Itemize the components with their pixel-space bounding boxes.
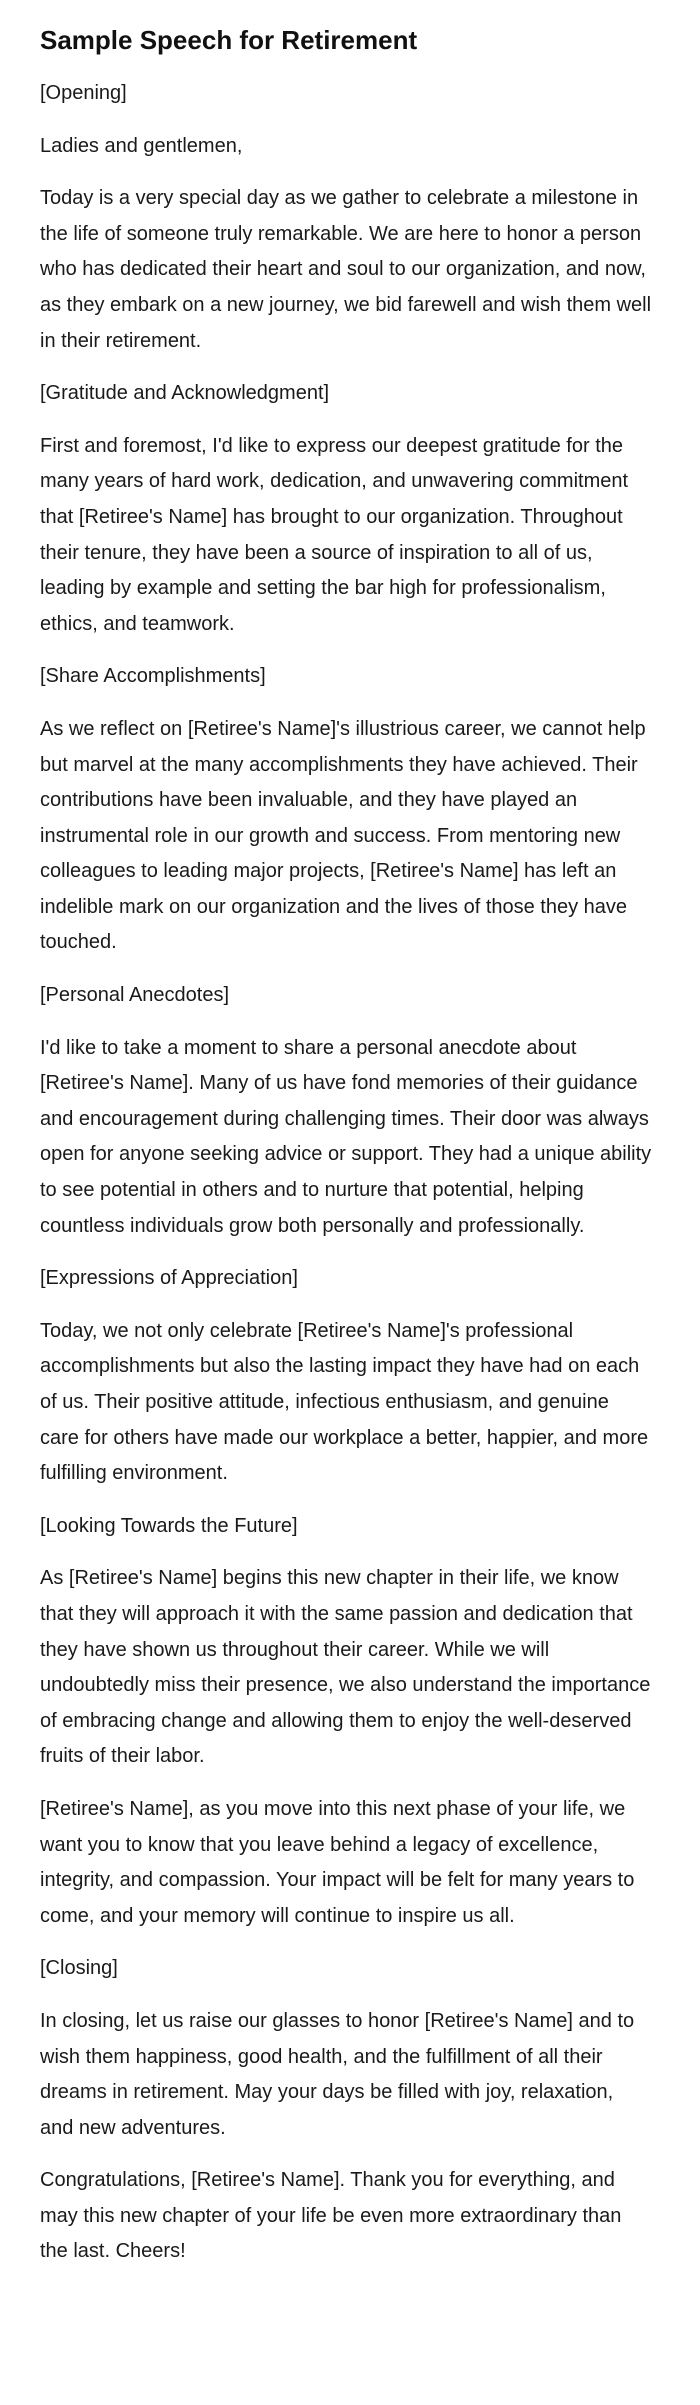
paragraph-salutation: Ladies and gentlemen, bbox=[40, 134, 243, 157]
section-heading-future: [Looking Towards the Future] bbox=[40, 1514, 298, 1537]
section-heading-anecdotes: [Personal Anecdotes] bbox=[40, 984, 230, 1007]
paragraph-introduction: Today is a very special day as we gather to celebrate a milestone in the life of someone truly remarkable. We are here to honor a person who has dedicated their heart and soul to our organization, and now, as they embark on a new journey, we bid farewell and wish them well in their retirement. bbox=[40, 187, 652, 352]
paragraph-legacy: [Retiree's Name], as you move into this next phase of your life, we want you to know that you leave behind a legacy of excellence, integrity, and compassion. Your impact will be felt for many years to come, and your memory will continue to inspire us all. bbox=[40, 1797, 635, 1927]
section-heading-gratitude: [Gratitude and Acknowledgment] bbox=[40, 382, 330, 405]
section-heading-closing: [Closing] bbox=[40, 1957, 118, 1980]
section-heading-accomplishments: [Share Accomplishments] bbox=[40, 665, 266, 688]
paragraph-accomplishments: As we reflect on [Retiree's Name]'s illustrious career, we cannot help but marvel at the many accomplishments they have achieved. Their contributions have been invaluable, and they have played an instrumental role in our growth and success. From mentoring new colleagues to leading major projects, [Retiree's Name] has left an indelible mark on our organization and the lives of those they have touched. bbox=[40, 717, 646, 954]
paragraph-closing: In closing, let us raise our glasses to honor [Retiree's Name] and to wish them happiness, good health, and the fulfillment of all their dreams in retirement. May your days be filled with joy, relaxation, and new adventures. bbox=[40, 2009, 635, 2139]
section-heading-appreciation: [Expressions of Appreciation] bbox=[40, 1267, 298, 1290]
paragraph-gratitude: First and foremost, I'd like to express our deepest gratitude for the many years of hard work, dedication, and unwavering commitment that [Retiree's Name] has brought to our organization. Throughout their tenure, they have been a source of inspiration to all of us, leading by example and setting the bar high for professionalism, ethics, and teamwork. bbox=[40, 434, 629, 635]
paragraph-appreciation: Today, we not only celebrate [Retiree's Name]'s professional accomplishments but also the lasting impact they have had on each of us. Their positive attitude, infectious enthusiasm, and genuine care for others have made our workplace a better, happier, and more fulfilling environment. bbox=[40, 1319, 649, 1485]
paragraph-anecdotes: I'd like to take a moment to share a personal anecdote about [Retiree's Name]. Many of us have fond memories of their guidance and encouragement during challenging times. Their door was always open for anyone seeking advice or support. They had a unique ability to see potential in others and to nurture that potential, helping countless individuals grow both personally and professionally. bbox=[40, 1036, 652, 1237]
paragraph-future: As [Retiree's Name] begins this new chapter in their life, we know that they will approach it with the same passion and dedication that they have shown us throughout their career. While we will undoubtedly miss their presence, we also understand the importance of embracing change and allowing them to enjoy the well-deserved fruits of their labor. bbox=[40, 1567, 651, 1768]
document bbox=[40, 20, 652, 2287]
paragraph-congratulations: Congratulations, [Retiree's Name]. Thank you for everything, and may this new chapter of your life be even more extraordinary than the last. Cheers! bbox=[40, 2169, 622, 2263]
section-heading-opening: [Opening] bbox=[40, 82, 127, 104]
page-title: Sample Speech for Retirement bbox=[40, 25, 418, 55]
